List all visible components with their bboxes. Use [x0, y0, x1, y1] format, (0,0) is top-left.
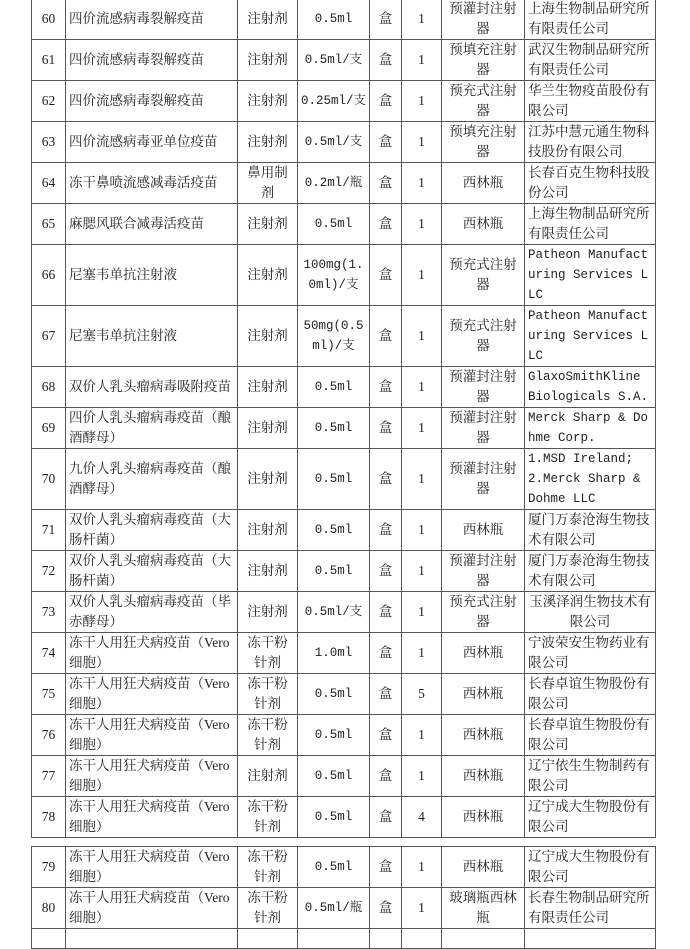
- table-row: [32, 674, 656, 715]
- vaccine-name-cell: 四价流感病毒裂解疫苗: [66, 0, 238, 40]
- packaging-cell: 预灌封注射器: [442, 0, 525, 40]
- quantity-cell: 1: [402, 510, 442, 551]
- unit-cell: 盒: [370, 204, 402, 245]
- vaccine-name-cell: 麻腮风联合减毒活疫苗: [66, 204, 238, 245]
- vaccine-name-cell: 尼塞韦单抗注射液: [66, 306, 238, 367]
- packaging-cell: 预灌封注射器: [442, 449, 525, 510]
- empty-cell: [66, 929, 238, 949]
- packaging-cell: 预灌封注射器: [442, 367, 525, 408]
- table-row: [32, 408, 656, 449]
- quantity-cell: 1: [402, 633, 442, 674]
- specification-cell: 0.5ml: [298, 715, 370, 756]
- manufacturer-cell: Patheon Manufacturing Services LLC: [525, 245, 656, 306]
- quantity-cell: 1: [402, 592, 442, 633]
- vaccine-name-cell: 冻干人用狂犬病疫苗（Vero细胞）: [66, 756, 238, 797]
- row-number-cell: 64: [32, 163, 66, 204]
- dosage-form-cell: 冻干粉针剂: [238, 715, 298, 756]
- unit-cell: 盒: [370, 592, 402, 633]
- dosage-form-cell: 注射剂: [238, 81, 298, 122]
- specification-cell: 0.5ml/瓶: [298, 888, 370, 929]
- table-row: [32, 756, 656, 797]
- specification-cell: 0.5ml: [298, 0, 370, 40]
- quantity-cell: 1: [402, 408, 442, 449]
- vaccine-name-cell: 冻干鼻喷流感减毒活疫苗: [66, 163, 238, 204]
- packaging-cell: 西林瓶: [442, 756, 525, 797]
- table-row: [32, 245, 656, 306]
- vaccine-name-cell: 冻干人用狂犬病疫苗（Vero细胞）: [66, 633, 238, 674]
- quantity-cell: 1: [402, 163, 442, 204]
- dosage-form-cell: 注射剂: [238, 551, 298, 592]
- specification-cell: 0.5ml: [298, 204, 370, 245]
- manufacturer-cell: 辽宁成大生物股份有限公司: [525, 847, 656, 888]
- dosage-form-cell: 注射剂: [238, 510, 298, 551]
- unit-cell: 盒: [370, 245, 402, 306]
- row-number-cell: 70: [32, 449, 66, 510]
- vaccine-name-cell: 四价流感病毒亚单位疫苗: [66, 122, 238, 163]
- row-number-cell: 62: [32, 81, 66, 122]
- quantity-cell: 1: [402, 551, 442, 592]
- vaccine-name-cell: 四价流感病毒裂解疫苗: [66, 81, 238, 122]
- packaging-cell: 西林瓶: [442, 847, 525, 888]
- table-row: [32, 81, 656, 122]
- vaccine-name-cell: 四价人乳头瘤病毒疫苗（酿酒酵母）: [66, 408, 238, 449]
- packaging-cell: 预充式注射器: [442, 592, 525, 633]
- vaccine-name-cell: 四价流感病毒裂解疫苗: [66, 40, 238, 81]
- quantity-cell: 1: [402, 122, 442, 163]
- dosage-form-cell: 注射剂: [238, 122, 298, 163]
- dosage-form-cell: 注射剂: [238, 449, 298, 510]
- table-row: [32, 163, 656, 204]
- quantity-cell: 1: [402, 0, 442, 40]
- vaccine-name-cell: 冻干人用狂犬病疫苗（Vero细胞）: [66, 674, 238, 715]
- dosage-form-cell: 冻干粉针剂: [238, 633, 298, 674]
- manufacturer-cell: 辽宁依生生物制药有限公司: [525, 756, 656, 797]
- manufacturer-cell: 长春卓谊生物股份有限公司: [525, 715, 656, 756]
- quantity-cell: 1: [402, 888, 442, 929]
- dosage-form-cell: 注射剂: [238, 367, 298, 408]
- manufacturer-cell: 华兰生物疫苗股份有限公司: [525, 81, 656, 122]
- vaccine-name-cell: 冻干人用狂犬病疫苗（Vero细胞）: [66, 797, 238, 838]
- row-number-cell: 63: [32, 122, 66, 163]
- quantity-cell: 4: [402, 797, 442, 838]
- unit-cell: 盒: [370, 40, 402, 81]
- manufacturer-cell: 辽宁成大生物股份有限公司: [525, 797, 656, 838]
- table-row: [32, 797, 656, 838]
- row-number-cell: 78: [32, 797, 66, 838]
- manufacturer-cell: 长春卓谊生物股份有限公司: [525, 674, 656, 715]
- manufacturer-cell: 上海生物制品研究所有限责任公司: [525, 204, 656, 245]
- specification-cell: 50mg(0.5ml)/支: [298, 306, 370, 367]
- packaging-cell: 西林瓶: [442, 797, 525, 838]
- quantity-cell: 1: [402, 715, 442, 756]
- unit-cell: 盒: [370, 797, 402, 838]
- quantity-cell: 1: [402, 306, 442, 367]
- row-number-cell: 75: [32, 674, 66, 715]
- dosage-form-cell: 注射剂: [238, 306, 298, 367]
- specification-cell: 0.5ml/支: [298, 592, 370, 633]
- row-number-cell: 72: [32, 551, 66, 592]
- specification-cell: 0.25ml/支: [298, 81, 370, 122]
- unit-cell: 盒: [370, 715, 402, 756]
- table-row: [32, 0, 656, 40]
- row-number-cell: 69: [32, 408, 66, 449]
- dosage-form-cell: 注射剂: [238, 40, 298, 81]
- specification-cell: 1.0ml: [298, 633, 370, 674]
- row-number-cell: 77: [32, 756, 66, 797]
- unit-cell: 盒: [370, 847, 402, 888]
- row-number-cell: 61: [32, 40, 66, 81]
- unit-cell: 盒: [370, 122, 402, 163]
- row-number-cell: 76: [32, 715, 66, 756]
- quantity-cell: 1: [402, 81, 442, 122]
- row-number-cell: 80: [32, 888, 66, 929]
- empty-cell: [238, 929, 298, 949]
- dosage-form-cell: 注射剂: [238, 592, 298, 633]
- unit-cell: 盒: [370, 674, 402, 715]
- manufacturer-cell: Patheon Manufacturing Services LLC: [525, 306, 656, 367]
- unit-cell: 盒: [370, 888, 402, 929]
- packaging-cell: 预灌封注射器: [442, 408, 525, 449]
- table-row: [32, 847, 656, 888]
- empty-cell: [32, 929, 66, 949]
- packaging-cell: 预充式注射器: [442, 81, 525, 122]
- unit-cell: 盒: [370, 306, 402, 367]
- table-row: [32, 715, 656, 756]
- packaging-cell: 西林瓶: [442, 510, 525, 551]
- empty-cell: [525, 929, 656, 949]
- specification-cell: 0.5ml: [298, 797, 370, 838]
- packaging-cell: 预充式注射器: [442, 245, 525, 306]
- quantity-cell: 5: [402, 674, 442, 715]
- quantity-cell: 1: [402, 245, 442, 306]
- vaccine-table-part-1: [31, 0, 656, 838]
- row-number-cell: 74: [32, 633, 66, 674]
- row-number-cell: 71: [32, 510, 66, 551]
- manufacturer-cell: 上海生物制品研究所有限责任公司: [525, 0, 656, 40]
- unit-cell: 盒: [370, 756, 402, 797]
- quantity-cell: 1: [402, 449, 442, 510]
- vaccine-name-cell: 双价人乳头瘤病毒吸附疫苗: [66, 367, 238, 408]
- vaccine-name-cell: 九价人乳头瘤病毒疫苗（酿酒酵母）: [66, 449, 238, 510]
- manufacturer-cell: 厦门万泰沧海生物技术有限公司: [525, 510, 656, 551]
- dosage-form-cell: 冻干粉针剂: [238, 797, 298, 838]
- specification-cell: 0.5ml: [298, 551, 370, 592]
- row-number-cell: 65: [32, 204, 66, 245]
- specification-cell: 100mg(1.0ml)/支: [298, 245, 370, 306]
- packaging-cell: 西林瓶: [442, 163, 525, 204]
- table-row: [32, 551, 656, 592]
- dosage-form-cell: 注射剂: [238, 204, 298, 245]
- manufacturer-cell: 长春生物制品研究所有限责任公司: [525, 888, 656, 929]
- quantity-cell: 1: [402, 204, 442, 245]
- vaccine-name-cell: 双价人乳头瘤病毒疫苗（大肠杆菌）: [66, 510, 238, 551]
- specification-cell: 0.5ml: [298, 674, 370, 715]
- dosage-form-cell: 注射剂: [238, 756, 298, 797]
- unit-cell: 盒: [370, 510, 402, 551]
- table-row: [32, 888, 656, 929]
- table-row: [32, 367, 656, 408]
- manufacturer-cell: GlaxoSmithKline Biologicals S.A.: [525, 367, 656, 408]
- dosage-form-cell: 注射剂: [238, 408, 298, 449]
- empty-cell: [442, 929, 525, 949]
- unit-cell: 盒: [370, 0, 402, 40]
- packaging-cell: 预灌封注射器: [442, 551, 525, 592]
- table-row: [32, 449, 656, 510]
- packaging-cell: 西林瓶: [442, 633, 525, 674]
- quantity-cell: 1: [402, 367, 442, 408]
- table-row-partial: [32, 929, 656, 949]
- table-row: [32, 306, 656, 367]
- row-number-cell: 68: [32, 367, 66, 408]
- manufacturer-cell: 厦门万泰沧海生物技术有限公司: [525, 551, 656, 592]
- empty-cell: [298, 929, 370, 949]
- unit-cell: 盒: [370, 633, 402, 674]
- specification-cell: 0.5ml/支: [298, 40, 370, 81]
- dosage-form-cell: 冻干粉针剂: [238, 847, 298, 888]
- manufacturer-cell: 玉溪泽润生物技术有限公司: [525, 592, 656, 633]
- packaging-cell: 玻璃瓶西林瓶: [442, 888, 525, 929]
- vaccine-name-cell: 冻干人用狂犬病疫苗（Vero细胞）: [66, 847, 238, 888]
- row-number-cell: 73: [32, 592, 66, 633]
- row-number-cell: 60: [32, 0, 66, 40]
- vaccine-table-part-2: [31, 846, 656, 949]
- specification-cell: 0.5ml/支: [298, 122, 370, 163]
- manufacturer-cell: 江苏中慧元通生物科技股份有限公司: [525, 122, 656, 163]
- table-row: [32, 204, 656, 245]
- empty-cell: [370, 929, 402, 949]
- packaging-cell: 西林瓶: [442, 204, 525, 245]
- unit-cell: 盒: [370, 81, 402, 122]
- table-row: [32, 510, 656, 551]
- unit-cell: 盒: [370, 449, 402, 510]
- manufacturer-cell: 长春百克生物科技股份公司: [525, 163, 656, 204]
- vaccine-name-cell: 冻干人用狂犬病疫苗（Vero细胞）: [66, 715, 238, 756]
- specification-cell: 0.5ml: [298, 367, 370, 408]
- manufacturer-cell: 武汉生物制品研究所有限责任公司: [525, 40, 656, 81]
- table-row: [32, 592, 656, 633]
- dosage-form-cell: 冻干粉针剂: [238, 674, 298, 715]
- empty-cell: [402, 929, 442, 949]
- vaccine-name-cell: 冻干人用狂犬病疫苗（Vero细胞）: [66, 888, 238, 929]
- dosage-form-cell: 注射剂: [238, 0, 298, 40]
- vaccine-name-cell: 尼塞韦单抗注射液: [66, 245, 238, 306]
- quantity-cell: 1: [402, 847, 442, 888]
- unit-cell: 盒: [370, 408, 402, 449]
- specification-cell: 0.5ml: [298, 408, 370, 449]
- dosage-form-cell: 冻干粉针剂: [238, 888, 298, 929]
- manufacturer-cell: 1.MSD Ireland; 2.Merck Sharp & Dohme LLC: [525, 449, 656, 510]
- dosage-form-cell: 鼻用制剂: [238, 163, 298, 204]
- table-row: [32, 122, 656, 163]
- specification-cell: 0.5ml: [298, 510, 370, 551]
- unit-cell: 盒: [370, 367, 402, 408]
- row-number-cell: 79: [32, 847, 66, 888]
- quantity-cell: 1: [402, 756, 442, 797]
- table-row: [32, 40, 656, 81]
- packaging-cell: 预填充注射器: [442, 122, 525, 163]
- specification-cell: 0.5ml: [298, 449, 370, 510]
- manufacturer-cell: Merck Sharp & Dohme Corp.: [525, 408, 656, 449]
- unit-cell: 盒: [370, 163, 402, 204]
- manufacturer-cell: 宁波荣安生物药业有限公司: [525, 633, 656, 674]
- specification-cell: 0.5ml: [298, 756, 370, 797]
- vaccine-name-cell: 双价人乳头瘤病毒疫苗（大肠杆菌）: [66, 551, 238, 592]
- table-row: [32, 633, 656, 674]
- row-number-cell: 67: [32, 306, 66, 367]
- specification-cell: 0.5ml: [298, 847, 370, 888]
- packaging-cell: 西林瓶: [442, 674, 525, 715]
- vaccine-name-cell: 双价人乳头瘤病毒疫苗（毕赤酵母）: [66, 592, 238, 633]
- packaging-cell: 预填充注射器: [442, 40, 525, 81]
- packaging-cell: 预充式注射器: [442, 306, 525, 367]
- unit-cell: 盒: [370, 551, 402, 592]
- specification-cell: 0.2ml/瓶: [298, 163, 370, 204]
- row-number-cell: 66: [32, 245, 66, 306]
- quantity-cell: 1: [402, 40, 442, 81]
- packaging-cell: 西林瓶: [442, 715, 525, 756]
- dosage-form-cell: 注射剂: [238, 245, 298, 306]
